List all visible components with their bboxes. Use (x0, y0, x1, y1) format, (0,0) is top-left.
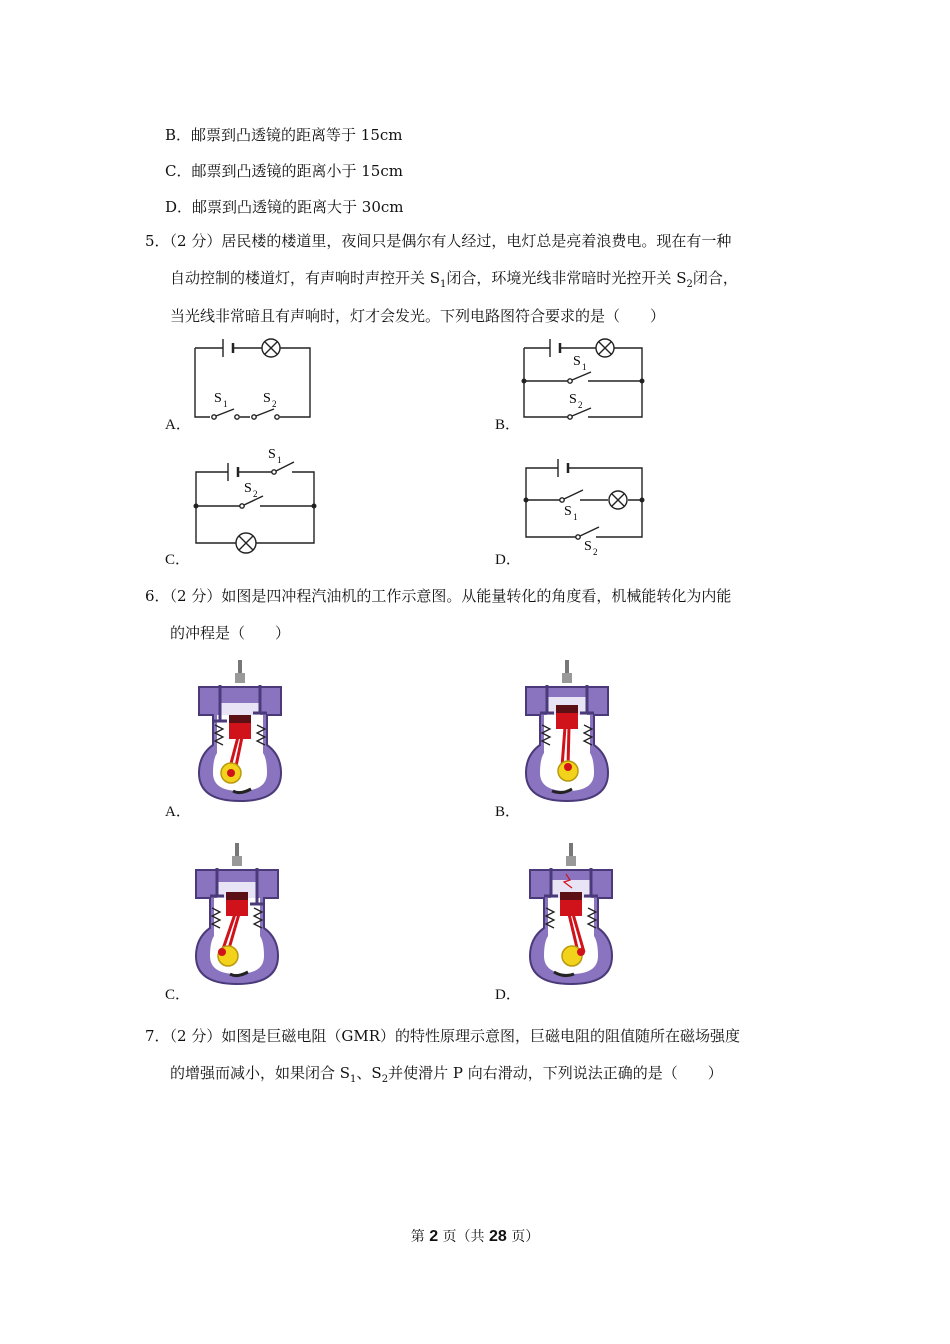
q5-text: 闭合， (692, 269, 738, 287)
circuit-b (518, 335, 650, 430)
switch-s1-label: S (268, 447, 276, 462)
switch-s2-sub: 2 (593, 547, 598, 557)
q5-text: 自动控制的楼道灯，有声响时声控开关 S (170, 269, 441, 287)
q5-stem-line1: 5．（2 分）居民楼的楼道里，夜间只是偶尔有人经过，电灯总是亮着浪费电。现在有一种 (145, 232, 732, 250)
switch-s2-label: S (263, 391, 271, 406)
q7-text: 并使滑片 P 向右滑动，下列说法正确的是（ ） (388, 1064, 723, 1082)
circuit-b-label: B． (495, 417, 521, 433)
footer-text: 页） (506, 1229, 540, 1245)
engine-diagram-c (192, 838, 282, 988)
page-number: 2 (429, 1228, 439, 1245)
option-c-prev: C．邮票到凸透镜的距离小于 15cm (165, 162, 403, 180)
q7-stem-line1: 7．（2 分）如图是巨磁电阻（GMR）的特性原理示意图，巨磁电阻的阻值随所在磁场强度 (145, 1027, 740, 1045)
switch-s1-sub: 1 (573, 512, 578, 522)
switch-s2-label: S (584, 539, 592, 554)
switch-s1-label: S (564, 504, 572, 519)
footer-text: 页（共 (438, 1229, 489, 1245)
circuit-c-label: C． (165, 552, 191, 568)
footer-text: 第 (410, 1229, 430, 1245)
engine-a-label: A． (165, 804, 191, 820)
switch-s2-label: S (244, 481, 252, 496)
engine-diagram-a (195, 655, 285, 805)
switch-s2-label: S (569, 392, 577, 407)
circuit-a (190, 335, 320, 430)
q5-sub: 1 (440, 279, 447, 290)
q6-stem-line2: 的冲程是（ ） (170, 624, 291, 642)
engine-d-label: D． (495, 987, 521, 1003)
q7-stem-line2 (170, 1063, 723, 1090)
switch-s2-sub: 2 (253, 489, 258, 499)
engine-diagram-d (526, 838, 616, 988)
engine-b-label: B． (495, 804, 521, 820)
page-footer (0, 1226, 950, 1246)
switch-s1-label: S (214, 391, 222, 406)
switch-s2-sub: 2 (272, 399, 277, 409)
option-d-prev: D．邮票到凸透镜的距离大于 30cm (165, 198, 404, 216)
q5-sub: 2 (686, 279, 693, 290)
circuit-c (188, 440, 323, 555)
q7-text: 的增强而减小，如果闭合 S (170, 1064, 351, 1082)
q5-stem-line2 (170, 268, 738, 295)
switch-s1-sub: 1 (582, 362, 587, 372)
page-total: 28 (489, 1228, 507, 1245)
q5-stem-line3: 当光线非常暗且有声响时，灯才会发光。下列电路图符合要求的是（ ） (170, 307, 666, 325)
q6-stem-line1: 6．（2 分）如图是四冲程汽油机的工作示意图。从能量转化的角度看，机械能转化为内能 (145, 587, 732, 605)
engine-c-label: C． (165, 987, 191, 1003)
q5-text: 闭合，环境光线非常暗时光控开关 S (446, 269, 687, 287)
circuit-d-label: D． (495, 552, 521, 568)
switch-s2-sub: 2 (578, 400, 583, 410)
switch-s1-sub: 1 (223, 399, 228, 409)
circuit-d (518, 448, 650, 558)
q7-sub: 1 (350, 1074, 357, 1085)
q7-sub: 2 (381, 1074, 389, 1085)
switch-s1-sub: 1 (277, 455, 282, 465)
circuit-a-label: A． (165, 417, 191, 433)
option-b-prev: B．邮票到凸透镜的距离等于 15cm (165, 126, 403, 144)
engine-diagram-b (522, 655, 612, 805)
switch-s1-label: S (573, 354, 581, 369)
q7-text: 、S (356, 1064, 382, 1082)
